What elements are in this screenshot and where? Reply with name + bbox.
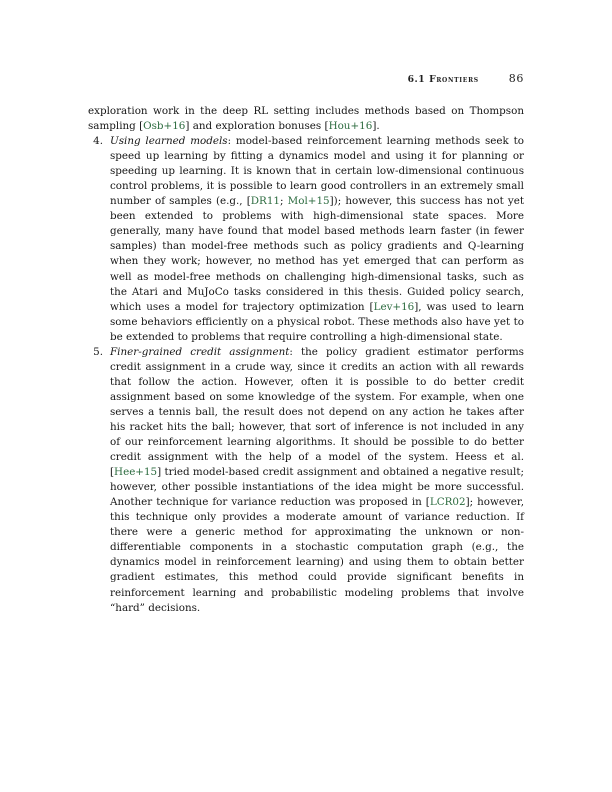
lead-text-3: ]. [372, 120, 380, 133]
citation-link[interactable]: Lev+16 [373, 300, 415, 313]
body-text: : model-based reinforcement learning methods seek to speed up learning by fitting a dynamics model and using it for planning or speeding up learning. It is known that in certain low-dimensional continuous control problems, it is possible to learn good controllers in an extremely small number of samples (e.g., [ [110, 135, 524, 208]
body-text: ] tried model-based credit assignment and obtained a negative result; however, other possible instantiations of the idea might be more successful. Another technique for variance reduction was proposed in [ [110, 466, 524, 509]
citation-link[interactable]: DR11 [250, 195, 281, 208]
list-item-number: 4. [93, 135, 103, 148]
list-item-body [110, 135, 524, 343]
citation-link[interactable]: Mol+15 [287, 195, 330, 208]
body-text: ]; however, this technique only provides a moderate amount of variance reduction. If there were a generic method for approximating the unknown or non-differentiable components in a stochastic computation graph (e.g., the dynamics model in reinforcement learning) and using them to obtain better gradient estimates, this method could provide significant benefits in reinforcement learning and probabilistic modeling problems that involve “hard” decisions. [110, 496, 525, 614]
page-body [88, 104, 524, 616]
list-item-body [110, 346, 524, 614]
numbered-list [88, 134, 524, 616]
list-item [88, 134, 524, 345]
body-text: ]); however, this success has not yet been extended to problems with high-dimensional state spaces. More generally, many have found that model based methods learn faster (in fewer samples) than model-free methods such as policy gradients and Q-learning when they work; however, no method has yet emerged that can perform as well as model-free methods on challenging high-dimensional tasks, such as the Atari and MuJoCo tasks considered in this thesis. Guided policy search, which uses a model for trajectory optimization [ [110, 195, 524, 313]
header-section-title: Frontiers [429, 74, 479, 85]
header-section-number: 6.1 [407, 74, 426, 85]
list-item-title: Using learned models [110, 135, 228, 148]
body-text: ], was used to learn some behaviors efficiently on a physical robot. These methods also have yet to be extended to problems that require controlling a high-dimensional state. [110, 300, 524, 343]
running-header [88, 72, 524, 85]
page-number: 86 [508, 72, 524, 85]
citation-link-hou16[interactable]: Hou+16 [328, 120, 373, 133]
lead-text-2: ] and exploration bonuses [ [185, 120, 329, 133]
lead-text-1: exploration work in the deep RL setting includes methods based on Thompson sampling [ [88, 105, 524, 133]
list-item-title: Finer-grained credit assignment [110, 345, 290, 358]
list-item-number: 5. [93, 345, 103, 358]
body-text: ; [280, 195, 288, 208]
citation-link[interactable]: Hee+15 [114, 466, 158, 479]
list-item [88, 345, 524, 616]
citation-link-osb16[interactable]: Osb+16 [143, 120, 186, 133]
citation-link[interactable]: LCR02 [429, 496, 466, 509]
lead-paragraph [88, 104, 524, 134]
body-text: : the policy gradient estimator performs credit assignment in a crude way, since it credits an action with all rewards that follow the action. However, often it is possible to do better credit assignment based on some knowledge of the system. For example, when one serves a tennis ball, the result does not depend on any action he takes after his racket hits the ball; however, that sort of inference is not included in any of our reinforcement learning algorithms. It should be possible to do better credit assignment with the help of a model of the system. Heess et al. [ [110, 345, 524, 479]
